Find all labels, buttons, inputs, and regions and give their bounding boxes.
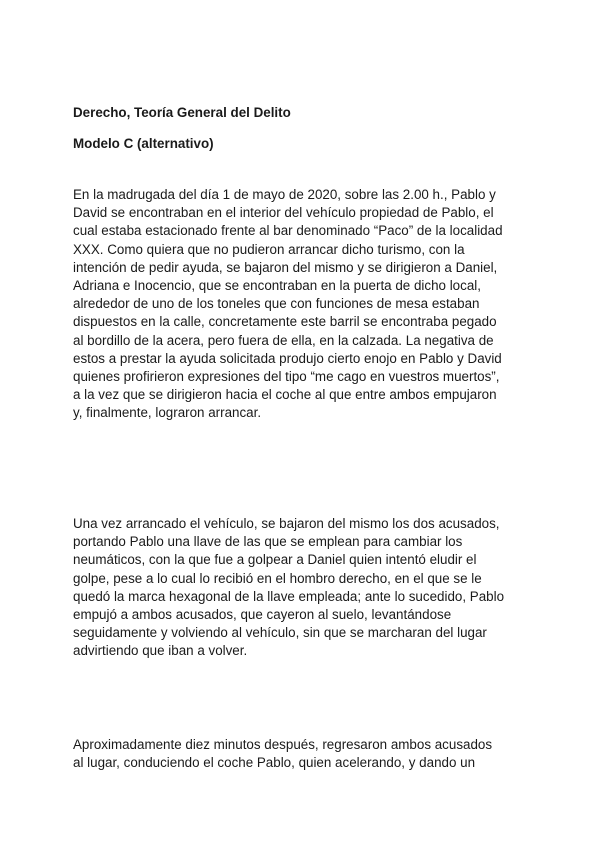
paragraph-line: a la vez que se dirigieron hacia el coche al que entre ambos empujaron [73,387,497,403]
paragraph-line: empujó a ambos acusados, que cayeron al suelo, levantándose [73,607,452,623]
paragraph-line: intención de pedir ayuda, se bajaron del mismo y se dirigieron a Daniel, [73,259,498,275]
paragraph-line: al lugar, conduciendo el coche Pablo, quien acelerando, y dando un [73,755,476,771]
paragraph-line: Adriana e Inocencio, que se encontraban en la puerta de dicho local, [73,278,481,294]
document-title: Derecho, Teoría General del Delito [73,105,291,120]
paragraph-3 [73,736,533,772]
paragraph-line: y, finalmente, lograron arrancar. [73,405,262,421]
paragraph-1 [73,186,533,423]
paragraph-line: Aproximadamente diez minutos después, regresaron ambos acusados [73,737,493,752]
paragraph-line: quienes profirieron expresiones del tipo “me cago en vuestros muertos”, [73,369,500,385]
paragraph-line: quedó la marca hexagonal de la llave empleada; ante lo sucedido, Pablo [73,588,505,604]
paragraph-line: alrededor de uno de los toneles que con funciones de mesa estaban [73,296,480,312]
paragraph-line: David se encontraban en el interior del vehículo propiedad de Pablo, el [73,205,494,221]
paragraph-line: seguidamente y volviendo al vehículo, sin que se marcharan del lugar [73,625,487,641]
paragraph-line: portando Pablo una llave de las que se emplean para cambiar los [73,534,463,550]
paragraph-line: dispuestos en la calle, concretamente este barril se encontraba pegado [73,314,497,330]
paragraph-line: advirtiendo que iban a volver. [73,643,248,659]
paragraph-line: Una vez arrancado el vehículo, se bajaron del mismo los dos acusados, [73,516,500,531]
paragraph-line: estos a prestar la ayuda solicitada produjo cierto enojo en Pablo y David [73,350,502,366]
paragraph-line: XXX. Como quiera que no pudieron arrancar dicho turismo, con la [73,241,465,257]
paragraph-line: cual estaba estacionado frente al bar denominado “Paco” de la localidad [73,223,503,239]
document-subtitle: Modelo C (alternativo) [73,136,214,151]
paragraph-line: golpe, pese a lo cual lo recibió en el hombro derecho, en el que se le [73,570,482,586]
paragraph-2 [73,515,533,661]
paragraph-line: neumáticos, con la que fue a golpear a Daniel quien intentó eludir el [73,552,477,568]
paragraph-line: En la madrugada del día 1 de mayo de 2020, sobre las 2.00 h., Pablo y [73,187,496,202]
paragraph-line: al bordillo de la acera, pero fuera de ella, en la calzada. La negativa de [73,332,494,348]
